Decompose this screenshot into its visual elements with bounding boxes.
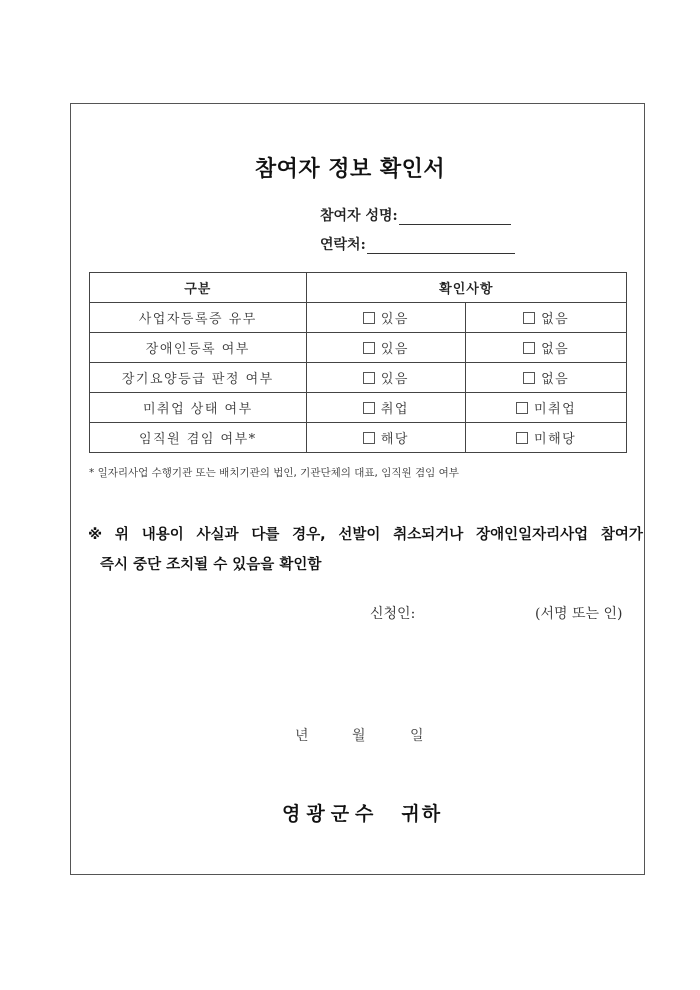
row-label: 임직원 겸임 여부* xyxy=(90,423,307,453)
notice-word: 참여가 xyxy=(600,527,643,543)
checkbox-icon[interactable] xyxy=(523,312,535,324)
option-label: 있음 xyxy=(380,372,409,387)
participant-name-label: 참여자 성명: xyxy=(320,208,398,224)
option-label: 미취업 xyxy=(534,402,577,417)
checkbox-icon[interactable] xyxy=(363,402,375,414)
option-label: 해당 xyxy=(380,432,409,447)
contact-input[interactable] xyxy=(367,237,515,254)
option-cell[interactable] xyxy=(306,333,466,363)
header-category: 구분 xyxy=(90,273,307,303)
checkbox-icon[interactable] xyxy=(363,372,375,384)
option-cell[interactable] xyxy=(306,363,466,393)
checkbox-icon[interactable] xyxy=(523,342,535,354)
addressee-name: 영광군수 xyxy=(282,803,380,825)
addressee xyxy=(282,799,442,826)
row-label: 장애인등록 여부 xyxy=(90,333,307,363)
option-label: 미해당 xyxy=(534,432,577,447)
notice-word: 취소되거나 xyxy=(393,527,464,543)
option-label: 있음 xyxy=(380,342,409,357)
option-cell[interactable] xyxy=(466,363,627,393)
option-label: 없음 xyxy=(541,372,570,387)
checkbox-icon[interactable] xyxy=(363,342,375,354)
option-label: 없음 xyxy=(541,342,570,357)
notice-word: 경우, xyxy=(292,527,326,543)
option-cell[interactable] xyxy=(466,423,627,453)
notice-line-1 xyxy=(88,520,643,550)
option-label: 취업 xyxy=(380,402,409,417)
option-cell[interactable] xyxy=(466,393,627,423)
confirmation-table xyxy=(89,272,627,453)
option-cell[interactable] xyxy=(306,393,466,423)
participant-name-field xyxy=(320,205,511,225)
option-cell[interactable] xyxy=(306,303,466,333)
participant-name-input[interactable] xyxy=(399,208,511,225)
date-day: 일 xyxy=(410,728,424,744)
notice-word: 장애인일자리사업 xyxy=(476,527,589,543)
notice-word: 내용이 xyxy=(141,527,184,543)
option-label: 없음 xyxy=(541,312,570,327)
table-row xyxy=(90,393,627,423)
checkbox-icon[interactable] xyxy=(516,402,528,414)
notice-word: 다를 xyxy=(251,527,280,543)
notice-paragraph xyxy=(88,520,643,580)
header-confirmation: 확인사항 xyxy=(306,273,626,303)
checkbox-icon[interactable] xyxy=(523,372,535,384)
table-row xyxy=(90,333,627,363)
signature-hint: (서명 또는 인) xyxy=(535,606,623,622)
contact-field xyxy=(320,234,515,254)
contact-label: 연락처: xyxy=(320,237,366,253)
checkbox-icon[interactable] xyxy=(516,432,528,444)
table-row xyxy=(90,423,627,453)
notice-word: 위 xyxy=(114,527,129,543)
checkbox-icon[interactable] xyxy=(363,312,375,324)
notice-word: 사실과 xyxy=(196,527,239,543)
addressee-honorific: 귀하 xyxy=(401,803,443,825)
option-cell[interactable] xyxy=(306,423,466,453)
row-label: 사업자등록증 유무 xyxy=(90,303,307,333)
table-header-row xyxy=(90,273,627,303)
footnote: * 일자리사업 수행기관 또는 배치기관의 법인, 기관단체의 대표, 임직원 겸임 여부 xyxy=(89,467,459,479)
document-title: 참여자 정보 확인서 xyxy=(254,157,446,182)
table-row xyxy=(90,303,627,333)
option-label: 있음 xyxy=(380,312,409,327)
row-label: 장기요양등급 판정 여부 xyxy=(90,363,307,393)
reference-mark-icon: ※ xyxy=(88,527,103,543)
table-row xyxy=(90,363,627,393)
date-month: 월 xyxy=(352,728,366,744)
notice-line-2: 즉시 중단 조치될 수 있음을 확인함 xyxy=(100,557,322,573)
applicant-label: 신청인: xyxy=(370,606,416,622)
date-year: 년 xyxy=(295,728,309,744)
option-cell[interactable] xyxy=(466,333,627,363)
row-label: 미취업 상태 여부 xyxy=(90,393,307,423)
option-cell[interactable] xyxy=(466,303,627,333)
checkbox-icon[interactable] xyxy=(363,432,375,444)
notice-word: 선발이 xyxy=(338,527,381,543)
